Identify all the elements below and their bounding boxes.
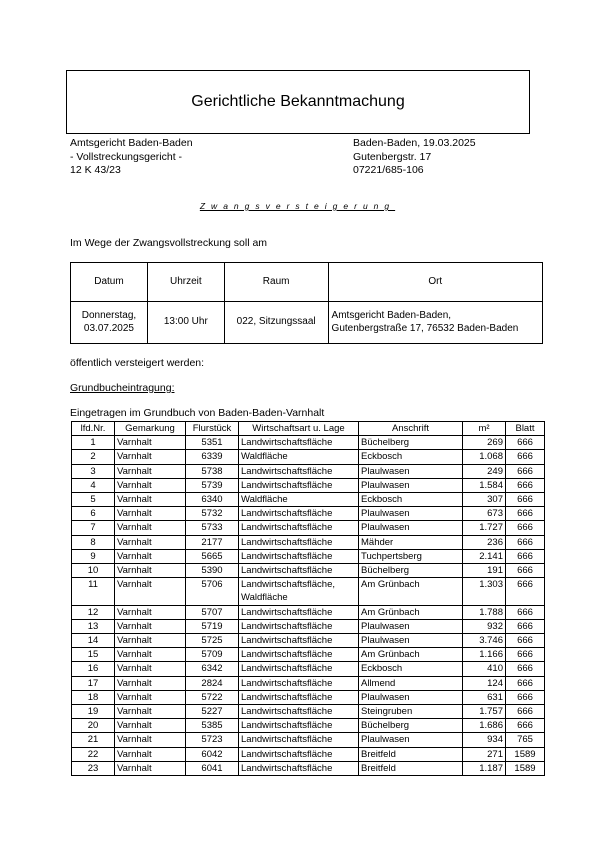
cell-lfd-nr: 16 bbox=[72, 662, 115, 676]
table-row bbox=[72, 662, 545, 676]
cell-blatt: 666 bbox=[506, 719, 545, 733]
cell-blatt: 666 bbox=[506, 436, 545, 450]
cell-wirtschaftsart: Landwirtschaftsfläche bbox=[239, 478, 359, 492]
table-row bbox=[72, 450, 545, 464]
cell-blatt: 666 bbox=[506, 549, 545, 563]
cell-area: 1.068 bbox=[463, 450, 506, 464]
cell-gemarkung: Varnhalt bbox=[115, 521, 186, 535]
cell-area: 249 bbox=[463, 464, 506, 478]
cell-anschrift: Eckbosch bbox=[359, 493, 463, 507]
cell-wirtschaftsart: Landwirtschaftsfläche bbox=[239, 634, 359, 648]
title-box bbox=[66, 70, 530, 134]
cell-anschrift: Plaulwasen bbox=[359, 507, 463, 521]
cell-gemarkung: Varnhalt bbox=[115, 535, 186, 549]
plot-table-body bbox=[72, 436, 545, 776]
cell-blatt: 1589 bbox=[506, 747, 545, 761]
cell-blatt: 666 bbox=[506, 619, 545, 633]
cell-lfd-nr: 6 bbox=[72, 507, 115, 521]
cell-blatt: 765 bbox=[506, 733, 545, 747]
schedule-room: 022, Sitzungssaal bbox=[224, 302, 328, 344]
cell-wirtschaftsart: Landwirtschaftsfläche bbox=[239, 690, 359, 704]
schedule-place-line2: Gutenbergstraße 17, 76532 Baden-Baden bbox=[331, 322, 519, 334]
cell-blatt: 666 bbox=[506, 564, 545, 578]
header-anschrift: Anschrift bbox=[359, 422, 463, 436]
cell-gemarkung: Varnhalt bbox=[115, 493, 186, 507]
cell-anschrift: Büchelberg bbox=[359, 564, 463, 578]
table-row bbox=[72, 605, 545, 619]
cell-anschrift: Plaulwasen bbox=[359, 521, 463, 535]
cell-blatt: 666 bbox=[506, 648, 545, 662]
cell-blatt: 666 bbox=[506, 690, 545, 704]
cell-blatt: 1589 bbox=[506, 761, 545, 775]
cell-flurstueck: 5709 bbox=[186, 648, 239, 662]
cell-gemarkung: Varnhalt bbox=[115, 478, 186, 492]
cell-wirtschaftsart: Landwirtschaftsfläche bbox=[239, 521, 359, 535]
court-department: - Vollstreckungsgericht - bbox=[70, 150, 183, 163]
cell-anschrift: Plaulwasen bbox=[359, 634, 463, 648]
cell-lfd-nr: 13 bbox=[72, 619, 115, 633]
cell-flurstueck: 5707 bbox=[186, 605, 239, 619]
cell-area: 631 bbox=[463, 690, 506, 704]
cell-blatt: 666 bbox=[506, 478, 545, 492]
cell-blatt: 666 bbox=[506, 521, 545, 535]
header-area: m² bbox=[463, 422, 506, 436]
cell-wirtschaftsart: Landwirtschaftsfläche bbox=[239, 733, 359, 747]
table-row bbox=[72, 521, 545, 535]
cell-gemarkung: Varnhalt bbox=[115, 464, 186, 478]
schedule-header-place: Ort bbox=[328, 263, 542, 302]
cell-blatt: 666 bbox=[506, 507, 545, 521]
cell-anschrift: Plaulwasen bbox=[359, 464, 463, 478]
cell-anschrift: Eckbosch bbox=[359, 662, 463, 676]
cell-wirtschaftsart: Landwirtschaftsfläche bbox=[239, 761, 359, 775]
cell-flurstueck: 6339 bbox=[186, 450, 239, 464]
cell-gemarkung: Varnhalt bbox=[115, 605, 186, 619]
cell-area: 307 bbox=[463, 493, 506, 507]
table-row bbox=[72, 478, 545, 492]
header-flurstueck: Flurstück bbox=[186, 422, 239, 436]
cell-wirtschaftsart: Waldfläche bbox=[239, 493, 359, 507]
table-row bbox=[72, 719, 545, 733]
cell-gemarkung: Varnhalt bbox=[115, 564, 186, 578]
cell-area: 236 bbox=[463, 535, 506, 549]
schedule-header-row bbox=[71, 263, 543, 302]
cell-flurstueck: 5723 bbox=[186, 733, 239, 747]
cell-flurstueck: 5739 bbox=[186, 478, 239, 492]
cell-area: 191 bbox=[463, 564, 506, 578]
cell-gemarkung: Varnhalt bbox=[115, 436, 186, 450]
cell-anschrift: Am Grünbach bbox=[359, 605, 463, 619]
cell-anschrift: Plaulwasen bbox=[359, 690, 463, 704]
section-heading: Zwangsversteigerung bbox=[199, 201, 396, 211]
table-row bbox=[72, 648, 545, 662]
intro-text: Im Wege der Zwangsvollstreckung soll am bbox=[70, 237, 268, 249]
cell-flurstueck: 5719 bbox=[186, 619, 239, 633]
table-row bbox=[72, 676, 545, 690]
cell-flurstueck: 5725 bbox=[186, 634, 239, 648]
schedule-place-line1: Amtsgericht Baden-Baden, bbox=[331, 310, 452, 321]
cell-area: 1.166 bbox=[463, 648, 506, 662]
cell-area: 269 bbox=[463, 436, 506, 450]
cell-anschrift: Plaulwasen bbox=[359, 478, 463, 492]
cell-lfd-nr: 17 bbox=[72, 676, 115, 690]
cell-wirtschaftsart: Landwirtschaftsfläche bbox=[239, 549, 359, 563]
cell-lfd-nr: 7 bbox=[72, 521, 115, 535]
cell-anschrift: Steingruben bbox=[359, 705, 463, 719]
cell-wirtschaftsart: Landwirtschaftsfläche bbox=[239, 662, 359, 676]
cell-wirtschaftsart: Landwirtschaftsfläche bbox=[239, 619, 359, 633]
schedule-header-time: Uhrzeit bbox=[147, 263, 224, 302]
cell-area: 124 bbox=[463, 676, 506, 690]
cell-area: 1.584 bbox=[463, 478, 506, 492]
cell-area: 410 bbox=[463, 662, 506, 676]
header-wirtschaftsart: Wirtschaftsart u. Lage bbox=[239, 422, 359, 436]
cell-flurstueck: 5227 bbox=[186, 705, 239, 719]
cell-flurstueck: 6342 bbox=[186, 662, 239, 676]
cell-anschrift: Tuchpertsberg bbox=[359, 549, 463, 563]
cell-lfd-nr: 5 bbox=[72, 493, 115, 507]
cell-flurstueck: 5385 bbox=[186, 719, 239, 733]
cell-gemarkung: Varnhalt bbox=[115, 450, 186, 464]
street-address: Gutenbergstr. 17 bbox=[353, 150, 432, 163]
table-row bbox=[72, 747, 545, 761]
cell-wirtschaftsart: Landwirtschaftsfläche bbox=[239, 436, 359, 450]
header-gemarkung: Gemarkung bbox=[115, 422, 186, 436]
cell-flurstueck: 5738 bbox=[186, 464, 239, 478]
cell-flurstueck: 6041 bbox=[186, 761, 239, 775]
register-text: Eingetragen im Grundbuch von Baden-Baden-Varnhalt bbox=[70, 407, 325, 419]
cell-anschrift: Plaulwasen bbox=[359, 619, 463, 633]
cell-gemarkung: Varnhalt bbox=[115, 719, 186, 733]
cell-anschrift: Am Grünbach bbox=[359, 648, 463, 662]
cell-anschrift: Allmend bbox=[359, 676, 463, 690]
table-row bbox=[72, 436, 545, 450]
cell-flurstueck: 6042 bbox=[186, 747, 239, 761]
cell-area: 1.686 bbox=[463, 719, 506, 733]
cell-flurstueck: 6340 bbox=[186, 493, 239, 507]
cell-flurstueck: 2824 bbox=[186, 676, 239, 690]
cell-lfd-nr: 19 bbox=[72, 705, 115, 719]
cell-blatt: 666 bbox=[506, 705, 545, 719]
court-name: Amtsgericht Baden-Baden bbox=[70, 137, 193, 149]
cell-gemarkung: Varnhalt bbox=[115, 619, 186, 633]
cell-anschrift: Am Grünbach bbox=[359, 578, 463, 605]
cell-area: 934 bbox=[463, 733, 506, 747]
cell-wirtschaftsart: Landwirtschaftsfläche, Waldfläche bbox=[239, 578, 359, 605]
table-row bbox=[72, 464, 545, 478]
cell-wirtschaftsart: Waldfläche bbox=[239, 450, 359, 464]
cell-lfd-nr: 21 bbox=[72, 733, 115, 747]
cell-area: 1.303 bbox=[463, 578, 506, 605]
cell-wirtschaftsart: Landwirtschaftsfläche bbox=[239, 648, 359, 662]
cell-gemarkung: Varnhalt bbox=[115, 634, 186, 648]
cell-area: 2.141 bbox=[463, 549, 506, 563]
header-lfd-nr: lfd.Nr. bbox=[72, 422, 115, 436]
place-date: Baden-Baden, 19.03.2025 bbox=[353, 137, 476, 149]
table-row bbox=[72, 733, 545, 747]
table-row bbox=[72, 535, 545, 549]
cell-gemarkung: Varnhalt bbox=[115, 549, 186, 563]
cell-anschrift: Breitfeld bbox=[359, 747, 463, 761]
cell-wirtschaftsart: Landwirtschaftsfläche bbox=[239, 705, 359, 719]
cell-blatt: 666 bbox=[506, 535, 545, 549]
table-row bbox=[72, 493, 545, 507]
court-block bbox=[70, 137, 193, 178]
table-row bbox=[72, 564, 545, 578]
cell-lfd-nr: 18 bbox=[72, 690, 115, 704]
cell-anschrift: Eckbosch bbox=[359, 450, 463, 464]
cell-area: 1.187 bbox=[463, 761, 506, 775]
table-row bbox=[72, 761, 545, 775]
cell-area: 1.757 bbox=[463, 705, 506, 719]
cell-lfd-nr: 11 bbox=[72, 578, 115, 605]
cell-flurstueck: 5722 bbox=[186, 690, 239, 704]
cell-lfd-nr: 1 bbox=[72, 436, 115, 450]
cell-gemarkung: Varnhalt bbox=[115, 733, 186, 747]
schedule-date-weekday: Donnerstag, bbox=[81, 310, 137, 321]
cell-lfd-nr: 22 bbox=[72, 747, 115, 761]
cell-blatt: 666 bbox=[506, 605, 545, 619]
cell-wirtschaftsart: Landwirtschaftsfläche bbox=[239, 535, 359, 549]
cell-anschrift: Breitfeld bbox=[359, 761, 463, 775]
cell-wirtschaftsart: Landwirtschaftsfläche bbox=[239, 719, 359, 733]
land-register-heading: Grundbucheintragung: bbox=[70, 382, 175, 394]
auction-text: öffentlich versteigert werden: bbox=[70, 357, 205, 369]
cell-lfd-nr: 15 bbox=[72, 648, 115, 662]
cell-gemarkung: Varnhalt bbox=[115, 747, 186, 761]
schedule-table bbox=[70, 262, 543, 344]
cell-area: 1.788 bbox=[463, 605, 506, 619]
cell-blatt: 666 bbox=[506, 662, 545, 676]
schedule-date bbox=[71, 302, 148, 344]
cell-gemarkung: Varnhalt bbox=[115, 761, 186, 775]
cell-wirtschaftsart: Landwirtschaftsfläche bbox=[239, 605, 359, 619]
cell-lfd-nr: 8 bbox=[72, 535, 115, 549]
cell-lfd-nr: 2 bbox=[72, 450, 115, 464]
cell-blatt: 666 bbox=[506, 676, 545, 690]
cell-anschrift: Mähder bbox=[359, 535, 463, 549]
table-row bbox=[72, 549, 545, 563]
cell-gemarkung: Varnhalt bbox=[115, 676, 186, 690]
cell-gemarkung: Varnhalt bbox=[115, 578, 186, 605]
cell-blatt: 666 bbox=[506, 578, 545, 605]
cell-gemarkung: Varnhalt bbox=[115, 507, 186, 521]
cell-blatt: 666 bbox=[506, 464, 545, 478]
file-number: 12 K 43/23 bbox=[70, 164, 121, 176]
schedule-header-date: Datum bbox=[71, 263, 148, 302]
cell-wirtschaftsart: Landwirtschaftsfläche bbox=[239, 507, 359, 521]
schedule-time: 13:00 Uhr bbox=[147, 302, 224, 344]
cell-flurstueck: 5733 bbox=[186, 521, 239, 535]
cell-wirtschaftsart: Landwirtschaftsfläche bbox=[239, 464, 359, 478]
table-row bbox=[72, 634, 545, 648]
cell-lfd-nr: 20 bbox=[72, 719, 115, 733]
cell-flurstueck: 5706 bbox=[186, 578, 239, 605]
schedule-date-value: 03.07.2025 bbox=[83, 322, 134, 334]
cell-area: 271 bbox=[463, 747, 506, 761]
schedule-place bbox=[328, 302, 542, 344]
cell-lfd-nr: 14 bbox=[72, 634, 115, 648]
cell-blatt: 666 bbox=[506, 493, 545, 507]
table-row bbox=[72, 705, 545, 719]
cell-gemarkung: Varnhalt bbox=[115, 648, 186, 662]
cell-wirtschaftsart: Landwirtschaftsfläche bbox=[239, 564, 359, 578]
cell-area: 932 bbox=[463, 619, 506, 633]
table-row bbox=[72, 619, 545, 633]
cell-area: 673 bbox=[463, 507, 506, 521]
cell-flurstueck: 5665 bbox=[186, 549, 239, 563]
cell-gemarkung: Varnhalt bbox=[115, 690, 186, 704]
cell-wirtschaftsart: Landwirtschaftsfläche bbox=[239, 747, 359, 761]
contact-block bbox=[353, 137, 476, 178]
cell-lfd-nr: 12 bbox=[72, 605, 115, 619]
cell-flurstueck: 5732 bbox=[186, 507, 239, 521]
cell-anschrift: Büchelberg bbox=[359, 719, 463, 733]
cell-area: 1.727 bbox=[463, 521, 506, 535]
table-row bbox=[72, 578, 545, 605]
cell-lfd-nr: 23 bbox=[72, 761, 115, 775]
cell-lfd-nr: 4 bbox=[72, 478, 115, 492]
cell-flurstueck: 2177 bbox=[186, 535, 239, 549]
cell-area: 3.746 bbox=[463, 634, 506, 648]
cell-gemarkung: Varnhalt bbox=[115, 705, 186, 719]
cell-flurstueck: 5351 bbox=[186, 436, 239, 450]
cell-anschrift: Büchelberg bbox=[359, 436, 463, 450]
cell-lfd-nr: 10 bbox=[72, 564, 115, 578]
cell-lfd-nr: 3 bbox=[72, 464, 115, 478]
cell-gemarkung: Varnhalt bbox=[115, 662, 186, 676]
schedule-header-room: Raum bbox=[224, 263, 328, 302]
cell-anschrift: Plaulwasen bbox=[359, 733, 463, 747]
cell-wirtschaftsart: Landwirtschaftsfläche bbox=[239, 676, 359, 690]
phone-number: 07221/685-106 bbox=[353, 164, 424, 176]
cell-lfd-nr: 9 bbox=[72, 549, 115, 563]
plot-table-header bbox=[72, 422, 545, 436]
cell-blatt: 666 bbox=[506, 634, 545, 648]
table-row bbox=[72, 690, 545, 704]
plot-table bbox=[71, 421, 545, 776]
header-blatt: Blatt bbox=[506, 422, 545, 436]
schedule-row bbox=[71, 302, 543, 344]
page-title: Gerichtliche Bekanntmachung bbox=[191, 93, 405, 110]
table-row bbox=[72, 507, 545, 521]
cell-flurstueck: 5390 bbox=[186, 564, 239, 578]
cell-blatt: 666 bbox=[506, 450, 545, 464]
